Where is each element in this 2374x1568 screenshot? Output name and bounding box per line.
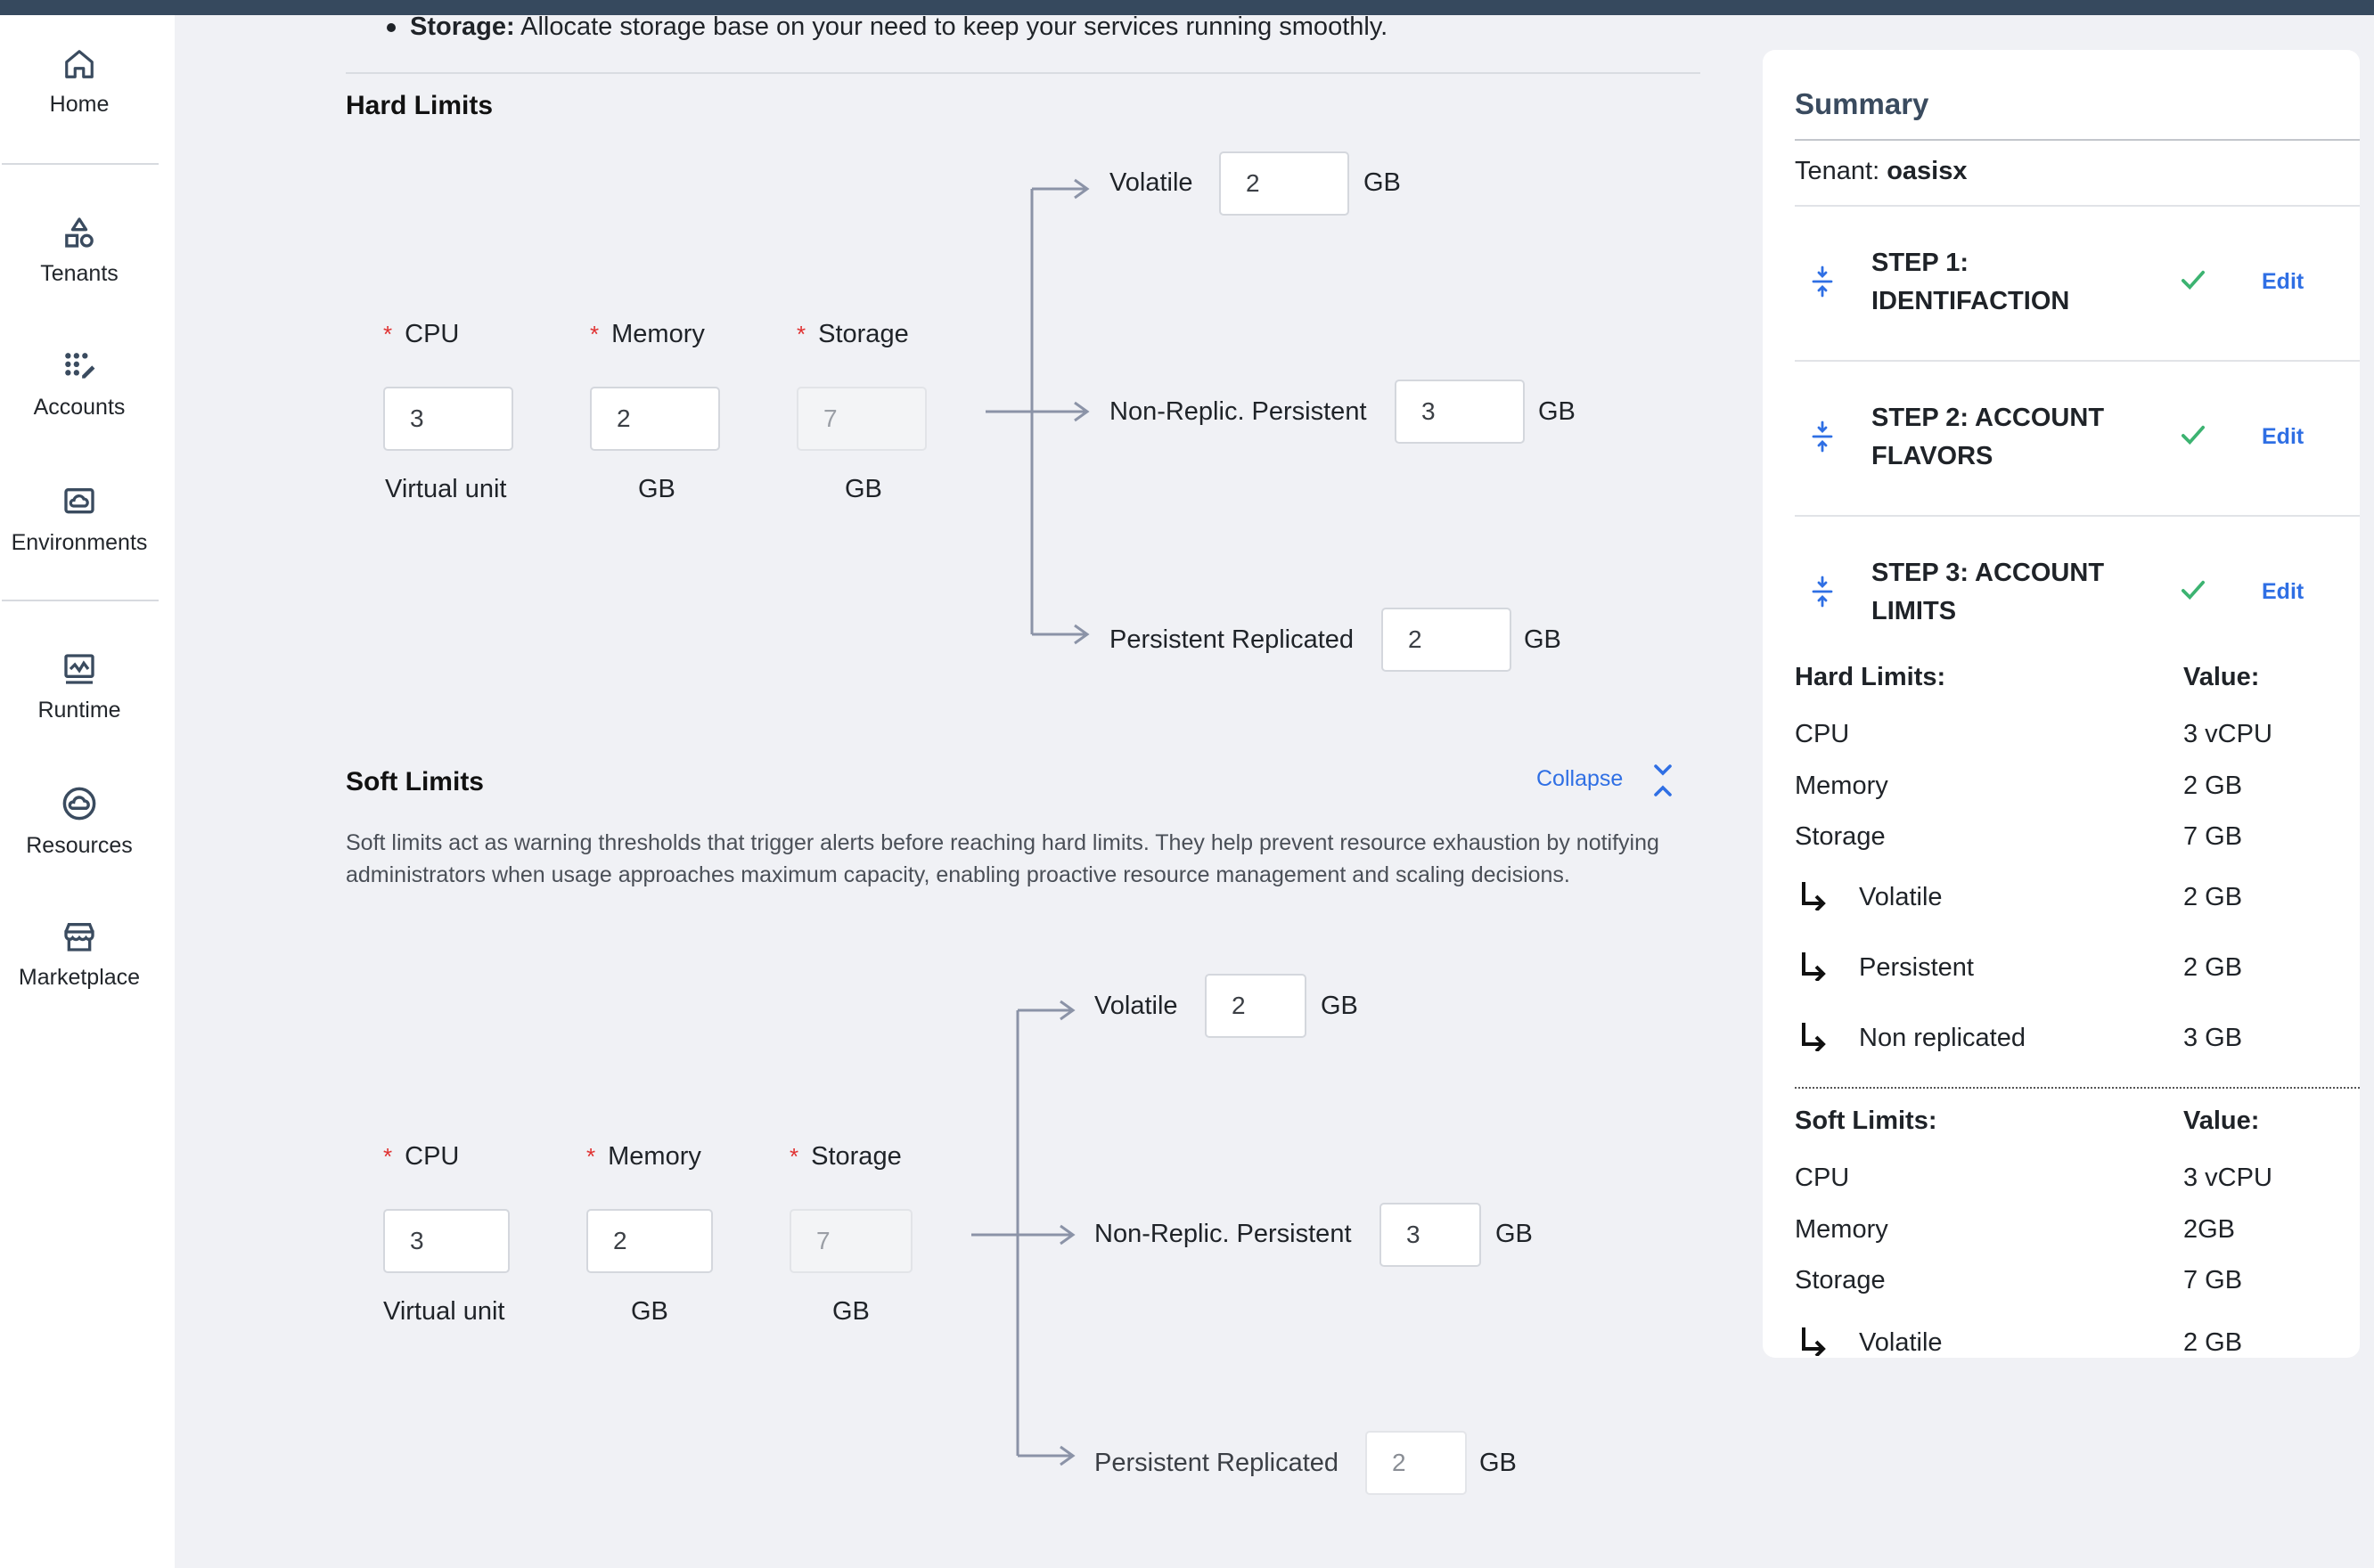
summary-soft-storage-label: Storage [1795, 1266, 1886, 1294]
hard-persistent-replicated-unit: GB [1524, 625, 1561, 654]
sidebar-item-runtime[interactable] [0, 651, 159, 723]
sidebar-divider [2, 600, 159, 601]
hard-storage-input: 7 [797, 387, 927, 451]
hard-storage-split-connector [980, 175, 1096, 656]
check-icon [2180, 269, 2206, 297]
summary-hard-storage-value: 7 GB [2183, 822, 2243, 851]
summary-divider [1795, 515, 2360, 517]
summary-soft-volatile-value: 2 GB [2183, 1328, 2243, 1357]
soft-limits-title: Soft Limits [346, 767, 484, 796]
soft-cpu-input[interactable]: 3 [383, 1209, 510, 1273]
soft-memory-unit: GB [631, 1297, 668, 1326]
hard-persistent-replicated-label: Persistent Replicated [1109, 625, 1355, 654]
sidebar-item-label: Tenants [40, 261, 119, 286]
shapes-icon [0, 215, 159, 250]
sidebar-item-accounts[interactable] [0, 350, 159, 421]
sidebar-item-environments[interactable] [0, 484, 159, 556]
soft-storage-input: 7 [790, 1209, 913, 1273]
expand-vertical-icon[interactable] [1809, 265, 1836, 302]
sidebar-item-label: Runtime [37, 698, 121, 723]
step-1-title: STEP 1: IDENTIFACTION [1871, 249, 2070, 315]
hard-non-replic-unit: GB [1538, 397, 1576, 426]
summary-hard-non-replicated-value: 3 GB [2183, 1024, 2243, 1052]
hard-persistent-replicated-input[interactable]: 2 [1381, 608, 1511, 672]
cloud-box-icon [0, 484, 159, 519]
hard-non-replic-label: Non-Replic. Persistent [1109, 397, 1367, 426]
summary-hard-memory-value: 2 GB [2183, 772, 2243, 800]
summary-soft-memory-label: Memory [1795, 1215, 1888, 1244]
soft-limits-description: Soft limits act as warning thresholds that trigger alerts before reaching hard limits. They help prevent resource exhaustion by notifying administrators when usage approaches maximum capacity, enabling proactive resource management and scaling decisions. [346, 830, 1659, 887]
summary-hard-cpu-label: CPU [1795, 720, 1850, 748]
sidebar-item-home[interactable] [0, 47, 159, 118]
soft-storage-label: * Storage [790, 1142, 902, 1171]
hard-volatile-unit: GB [1363, 168, 1401, 197]
summary-soft-heading: Soft Limits: [1795, 1107, 1937, 1135]
step-3-edit-link[interactable]: Edit [2262, 579, 2304, 604]
soft-persistent-replicated-label: Persistent Replicated [1094, 1449, 1339, 1477]
sidebar-item-tenants[interactable] [0, 215, 159, 287]
soft-volatile-label: Volatile [1094, 992, 1178, 1020]
summary-soft-storage-value: 7 GB [2183, 1266, 2243, 1294]
sidebar-item-label: Accounts [33, 395, 126, 420]
hard-limits-title: Hard Limits [346, 91, 494, 120]
divider [346, 72, 1700, 74]
summary-soft-cpu-label: CPU [1795, 1164, 1850, 1192]
summary-soft-volatile-label: Volatile [1859, 1328, 1943, 1357]
summary-title: Summary [1795, 87, 1929, 120]
summary-divider [1795, 139, 2360, 141]
monitor-pulse-icon [0, 651, 159, 687]
accounts-icon [0, 350, 159, 384]
summary-divider [1795, 205, 2360, 207]
tenant-value: oasisx [1887, 157, 1968, 185]
soft-volatile-input[interactable]: 2 [1205, 974, 1306, 1038]
store-icon [0, 919, 159, 954]
sidebar-item-marketplace[interactable] [0, 919, 159, 991]
hard-storage-label: * Storage [797, 320, 909, 348]
summary-hard-persistent-value: 2 GB [2183, 953, 2243, 982]
hard-memory-label: * Memory [590, 320, 705, 348]
summary-hard-cpu-value: 3 vCPU [2183, 720, 2272, 748]
sub-item-arrow-icon [1798, 1021, 1827, 1056]
hard-storage-unit: GB [845, 475, 882, 503]
soft-storage-split-connector [966, 998, 1082, 1479]
sidebar-item-resources[interactable] [0, 785, 159, 859]
summary-divider [1795, 360, 2360, 362]
sidebar-item-label: Resources [26, 833, 133, 858]
summary-soft-value-heading: Value: [2183, 1107, 2260, 1135]
check-icon [2180, 424, 2206, 452]
home-icon [0, 47, 159, 81]
hard-cpu-input[interactable]: 3 [383, 387, 513, 451]
soft-volatile-unit: GB [1321, 992, 1358, 1020]
step-2-title: STEP 2: ACCOUNT FLAVORS [1871, 404, 2105, 470]
soft-persistent-replicated-input[interactable]: 2 [1365, 1431, 1467, 1495]
check-icon [2180, 579, 2206, 607]
summary-hard-memory-label: Memory [1795, 772, 1888, 800]
step-2-edit-link[interactable]: Edit [2262, 424, 2304, 449]
sub-item-arrow-icon [1798, 880, 1827, 915]
step-3-title: STEP 3: ACCOUNT LIMITS [1871, 559, 2105, 625]
summary-soft-cpu-value: 3 vCPU [2183, 1164, 2272, 1192]
summary-hard-volatile-label: Volatile [1859, 883, 1943, 911]
bullet-dot [387, 23, 396, 32]
tenant-line: Tenant: oasisx [1795, 157, 1968, 185]
collapse-chevrons-icon[interactable] [1650, 763, 1675, 803]
soft-memory-input[interactable]: 2 [586, 1209, 713, 1273]
sidebar-item-label: Home [49, 92, 110, 117]
soft-persistent-replicated-unit: GB [1479, 1449, 1517, 1477]
expand-vertical-icon[interactable] [1809, 421, 1836, 457]
hard-memory-unit: GB [638, 475, 675, 503]
cloud-circle-icon [0, 785, 159, 822]
sidebar-divider [2, 163, 159, 165]
soft-cpu-label: * CPU [383, 1142, 460, 1171]
summary-hard-value-heading: Value: [2183, 663, 2260, 691]
soft-memory-label: * Memory [586, 1142, 701, 1171]
hard-cpu-unit: Virtual unit [385, 475, 507, 503]
summary-soft-memory-value: 2GB [2183, 1215, 2236, 1244]
expand-vertical-icon[interactable] [1809, 576, 1836, 612]
hard-memory-input[interactable]: 2 [590, 387, 720, 451]
storage-intro: Storage: Allocate storage base on your need to keep your services running smoothly. [410, 12, 1388, 41]
soft-non-replic-unit: GB [1495, 1220, 1533, 1248]
hard-volatile-input[interactable]: 2 [1219, 151, 1349, 216]
summary-hard-storage-label: Storage [1795, 822, 1886, 851]
sub-item-arrow-icon [1798, 1326, 1827, 1358]
summary-hard-persistent-label: Persistent [1859, 953, 1974, 982]
soft-non-replic-label: Non-Replic. Persistent [1094, 1220, 1352, 1248]
sub-item-arrow-icon [1798, 951, 1827, 985]
summary-panel [1763, 50, 2360, 1358]
hard-non-replic-input[interactable]: 3 [1395, 380, 1525, 444]
step-1-edit-link[interactable]: Edit [2262, 269, 2304, 294]
soft-non-replic-input[interactable]: 3 [1379, 1203, 1481, 1267]
sidebar [0, 15, 175, 1568]
summary-dotted-divider [1795, 1087, 2360, 1089]
summary-hard-non-replicated-label: Non replicated [1859, 1024, 2026, 1052]
summary-hard-volatile-value: 2 GB [2183, 883, 2243, 911]
sidebar-item-label: Marketplace [18, 965, 141, 990]
summary-hard-heading: Hard Limits: [1795, 663, 1946, 691]
hard-volatile-label: Volatile [1109, 168, 1193, 197]
sidebar-item-label: Environments [11, 530, 148, 555]
collapse-link[interactable]: Collapse [1536, 766, 1624, 791]
hard-cpu-label: * CPU [383, 320, 460, 348]
soft-cpu-unit: Virtual unit [383, 1297, 505, 1326]
soft-storage-unit: GB [832, 1297, 870, 1326]
